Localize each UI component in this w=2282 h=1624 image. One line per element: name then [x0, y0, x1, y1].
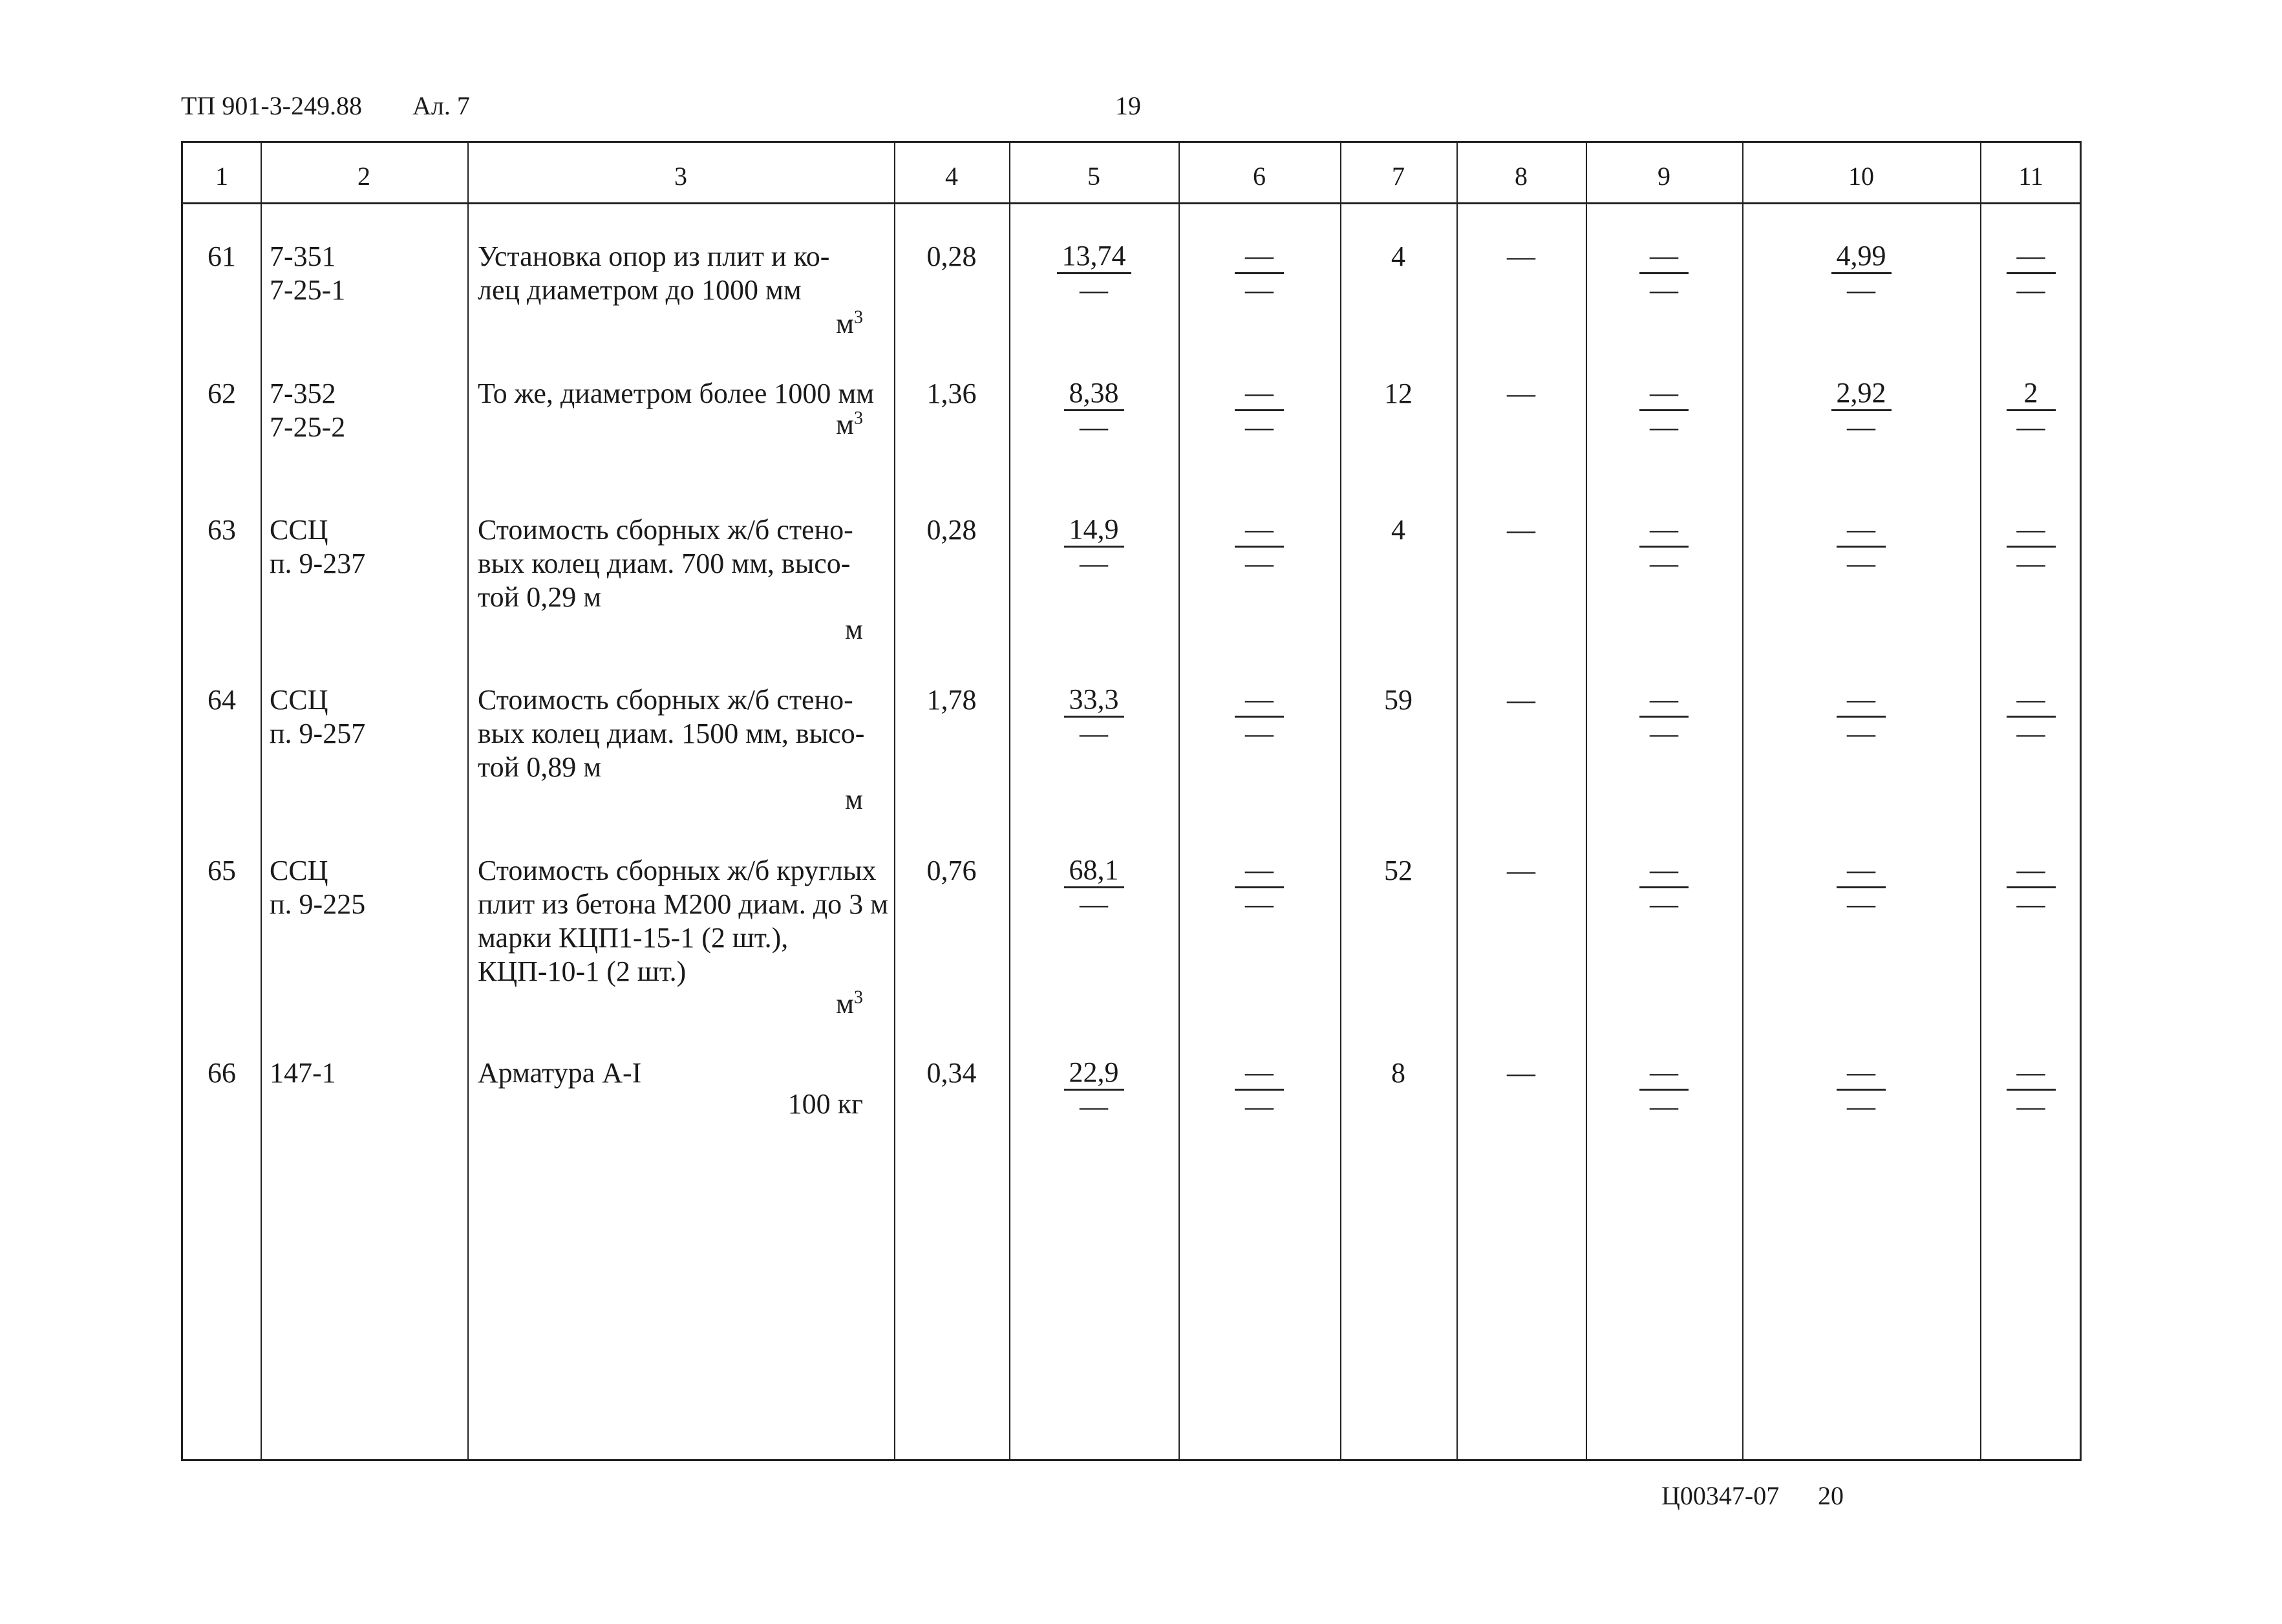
col6-value: — — — [1178, 377, 1340, 443]
quantity: 1,36 — [926, 378, 977, 409]
quantity: 0,28 — [926, 240, 977, 272]
col9-value: — — — [1586, 854, 1742, 921]
column-divider — [894, 143, 895, 1459]
total-cost: 52 — [1384, 855, 1413, 886]
column-divider — [261, 143, 262, 1459]
norm-code: 147-1 — [270, 1057, 336, 1089]
norm-code: 7-352 7-25-2 — [270, 378, 346, 443]
quantity: 0,28 — [926, 514, 977, 546]
col8-value: — — [1507, 378, 1535, 409]
labor-cost: 4,99 — — [1742, 240, 1980, 306]
col11-value: — — — [1980, 854, 2082, 921]
doc-header-code: ТП 901-3-249.88 — [181, 91, 362, 120]
work-description: Стоимость сборных ж/б круглых плит из бетона М200 диам. до 3 м марки КЦП1-15-1 (2 шт.), КЦП-10-1 (2 шт.) — [478, 855, 888, 987]
col9-value: — — — [1586, 1056, 1742, 1123]
column-number: 8 — [1515, 162, 1528, 191]
total-cost: 4 — [1391, 240, 1405, 272]
estimate-table — [181, 141, 2082, 1461]
col11-value: — — — [1980, 513, 2082, 580]
column-number: 11 — [2018, 162, 2043, 191]
column-divider — [1178, 143, 1180, 1459]
col8-value: — — [1507, 1057, 1535, 1089]
labor-cost: — — — [1742, 854, 1980, 921]
column-divider — [1009, 143, 1010, 1459]
unit-cost: 13,74 — — [1009, 240, 1178, 306]
col6-value: — — — [1178, 513, 1340, 580]
column-number: 3 — [674, 162, 687, 191]
norm-code: ССЦ п. 9-237 — [270, 514, 366, 579]
labor-cost: — — — [1742, 683, 1980, 750]
col8-value: — — [1507, 514, 1535, 546]
measure-unit: м — [845, 784, 863, 815]
labor-cost: — — — [1742, 1056, 1980, 1123]
measure-unit: $м^3$ — [836, 307, 863, 339]
col11-value: — — — [1980, 240, 2082, 306]
col9-value: — — — [1586, 683, 1742, 750]
footer-doc-code: Ц00347-07 — [1661, 1481, 1780, 1510]
measure-unit: 100 кг — [787, 1088, 863, 1120]
col6-value: — — — [1178, 240, 1340, 306]
col6-value: — — — [1178, 854, 1340, 921]
total-cost: 8 — [1391, 1057, 1405, 1089]
work-description: Арматура А-I — [478, 1057, 642, 1089]
quantity: 1,78 — [926, 684, 977, 716]
row-number: 62 — [208, 378, 236, 409]
quantity: 0,34 — [926, 1057, 977, 1089]
col11-value: — — — [1980, 683, 2082, 750]
work-description: То же, диаметром более 1000 мм — [478, 378, 875, 409]
col8-value: — — [1507, 684, 1535, 716]
col6-value: — — — [1178, 683, 1340, 750]
labor-cost: 2,92 — — [1742, 377, 1980, 443]
col6-value: — — — [1178, 1056, 1340, 1123]
unit-cost: 68,1 — — [1009, 854, 1178, 921]
col9-value: — — — [1586, 377, 1742, 443]
norm-code: ССЦ п. 9-225 — [270, 855, 366, 920]
total-cost: 4 — [1391, 514, 1405, 546]
column-number: 4 — [945, 162, 958, 191]
row-number: 61 — [208, 240, 236, 272]
column-number: 10 — [1848, 162, 1874, 191]
row-number: 64 — [208, 684, 236, 716]
col11-value: — — — [1980, 1056, 2082, 1123]
norm-code: ССЦ п. 9-257 — [270, 684, 366, 749]
col8-value: — — [1507, 855, 1535, 886]
column-number: 6 — [1253, 162, 1266, 191]
column-divider — [1340, 143, 1341, 1459]
doc-header-album: Ал. 7 — [412, 91, 470, 120]
work-description: Стоимость сборных ж/б стено- вых колец диам. 700 мм, высо- той 0,29 м — [478, 514, 853, 613]
column-number: 9 — [1658, 162, 1670, 191]
col11-value: 2 — — [1980, 377, 2082, 443]
row-number: 66 — [208, 1057, 236, 1089]
footer-sheet-number: 20 — [1818, 1481, 1844, 1510]
work-description: Стоимость сборных ж/б стено- вых колец диам. 1500 мм, высо- той 0,89 м — [478, 684, 865, 783]
column-divider — [1980, 143, 1981, 1459]
column-number: 7 — [1392, 162, 1405, 191]
quantity: 0,76 — [926, 855, 977, 886]
row-number: 63 — [208, 514, 236, 546]
unit-cost: 22,9 — — [1009, 1056, 1178, 1123]
norm-code: 7-351 7-25-1 — [270, 240, 346, 306]
column-number: 1 — [215, 162, 228, 191]
unit-cost: 8,38 — — [1009, 377, 1178, 443]
col8-value: — — [1507, 240, 1535, 272]
column-divider — [1742, 143, 1743, 1459]
work-description: Установка опор из плит и ко- лец диаметром до 1000 мм — [478, 240, 830, 306]
measure-unit: м — [845, 614, 863, 645]
measure-unit: $м^3$ — [836, 987, 863, 1020]
total-cost: 12 — [1384, 378, 1413, 409]
column-divider — [1456, 143, 1458, 1459]
row-number: 65 — [208, 855, 236, 886]
column-divider — [1586, 143, 1587, 1459]
page-number: 19 — [1115, 91, 1141, 120]
column-number: 2 — [357, 162, 370, 191]
measure-unit: $м^3$ — [836, 408, 863, 440]
col9-value: — — — [1586, 513, 1742, 580]
total-cost: 59 — [1384, 684, 1413, 716]
column-number: 5 — [1087, 162, 1100, 191]
col9-value: — — — [1586, 240, 1742, 306]
unit-cost: 33,3 — — [1009, 683, 1178, 750]
unit-cost: 14,9 — — [1009, 513, 1178, 580]
labor-cost: — — — [1742, 513, 1980, 580]
